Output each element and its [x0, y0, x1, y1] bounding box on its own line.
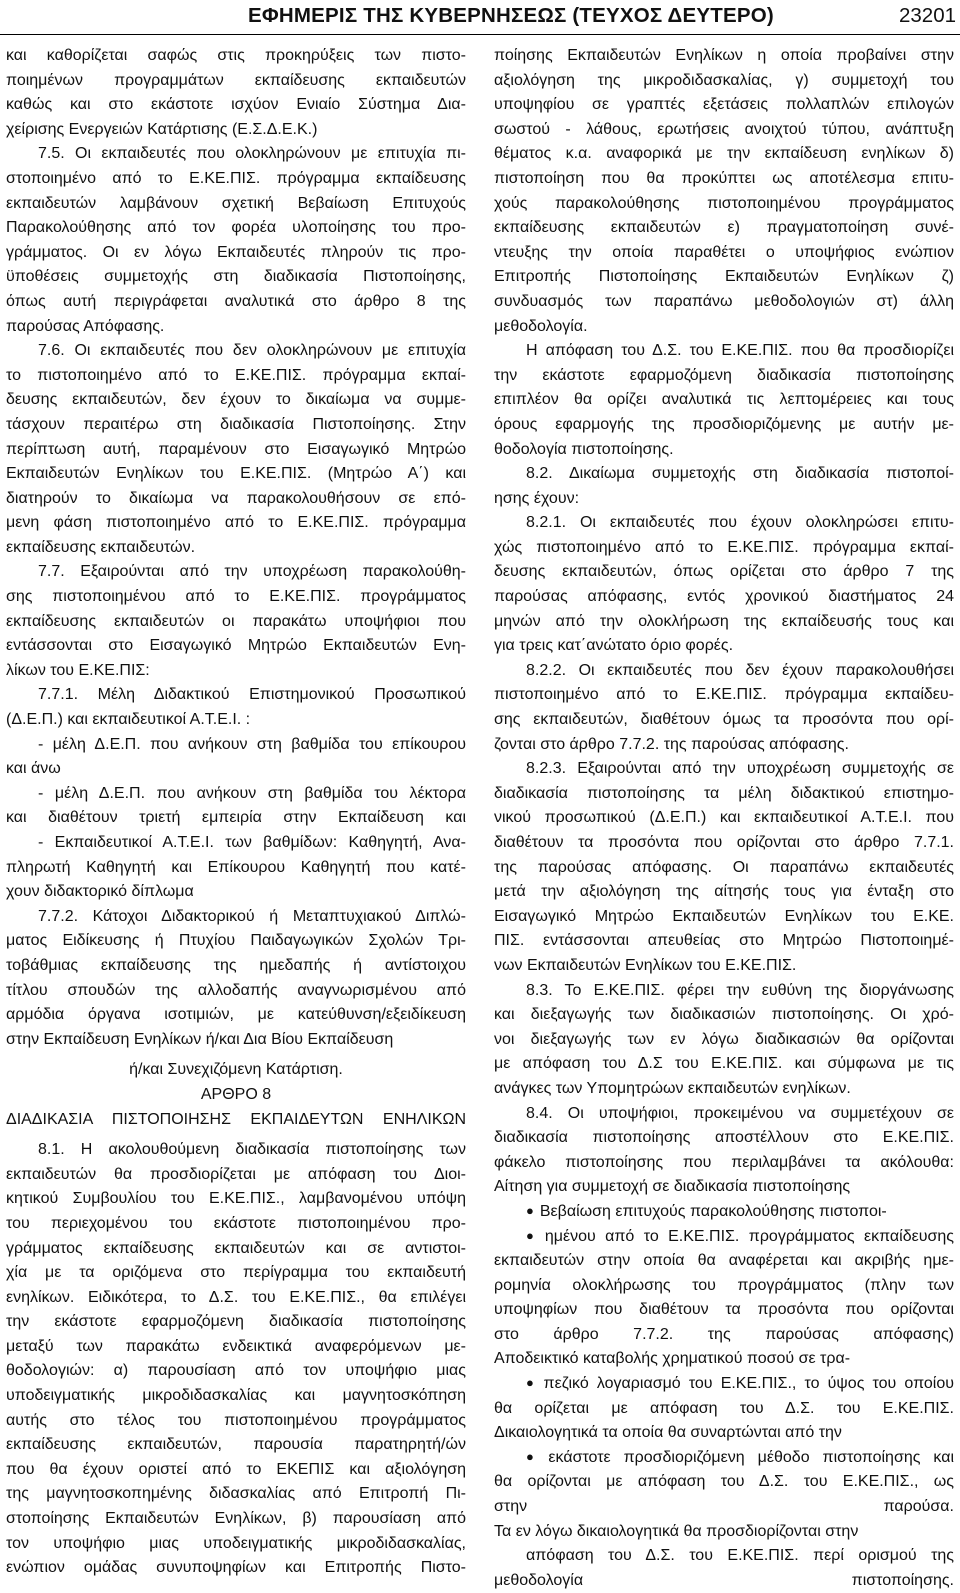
text-line	[6, 782, 466, 807]
text-line	[6, 1163, 466, 1188]
text-line	[494, 560, 954, 585]
bullet-icon	[526, 1449, 548, 1466]
line-text: παρούσας απόφασης, εντός χρονικού διαστήματος 24	[494, 588, 954, 606]
text-line	[494, 1249, 954, 1274]
line-text: Δικαιολογητικά τα οποία θα συναρτώνται από την	[494, 1424, 842, 1442]
line-text: ημένου από το Ε.ΚΕ.ΠΙΣ. προγράμματος εκπαίδευσης	[544, 1227, 954, 1245]
line-text: αυτής στο τέλος του πιστοποιημένου προγράμματος	[6, 1411, 466, 1429]
text-line	[6, 1359, 466, 1384]
text-line	[6, 1482, 466, 1507]
line-text: συνδυασμός των παραπάνω μεθοδολογιών στ) άλλη	[494, 292, 954, 310]
line-text: υποδειγματικής μικροδιδασκαλίας και μαγνητοσκόπηση	[6, 1387, 466, 1405]
line-text: επιπλέον θα ορίζει αναλυτικά τις λεπτομέρειες και τους	[494, 391, 954, 409]
text-line	[6, 880, 466, 905]
text-line	[6, 438, 466, 463]
line-text: ή/και Συνεχιζόμενη Κατάρτιση.	[129, 1061, 343, 1079]
line-text: σης εκπαιδευτών, διαθέτουν όμως τα προσόντα που ορί-	[494, 711, 954, 729]
text-line	[6, 290, 466, 315]
right-column	[494, 44, 954, 1593]
text-line	[6, 585, 466, 610]
text-line	[494, 44, 954, 69]
line-text: 8.2.2. Οι εκπαιδευτές που δεν έχουν παρακολουθήσει	[526, 661, 954, 679]
line-text: - μέλη Δ.Ε.Π. που ανήκουν στη βαθμίδα του επίκουρου	[38, 735, 466, 753]
page-header	[0, 0, 960, 35]
text-line	[494, 733, 954, 758]
text-line	[494, 118, 954, 143]
text-line	[6, 1003, 466, 1028]
article-heading-line	[6, 1083, 466, 1108]
text-line	[494, 511, 954, 536]
text-line	[6, 536, 466, 561]
line-text: διαδικασία πιστοποίησης τα μέλη διδακτικού επιστημο-	[494, 784, 954, 802]
line-text: ρομηνία ολοκλήρωσης του προγράμματος (πλην των	[494, 1276, 954, 1294]
line-text: (Δ.Ε.Π.) και εκπαιδευτικοί Α.Τ.Ε.Ι. :	[6, 711, 251, 729]
text-line	[6, 44, 466, 69]
text-line	[6, 905, 466, 930]
line-text: ποιημένων προγραμμάτων εκπαίδευσης εκπαιδευτών	[6, 71, 466, 89]
line-text: Η απόφαση του Δ.Σ. του Ε.ΚΕ.ΠΙΣ. που θα προσδιορίζει	[526, 342, 954, 360]
line-text: 8.4. Οι υποψήφιοι, προκειμένου να συμμετέχουν σε	[526, 1104, 954, 1122]
line-text: πιστοποίηση που θα προκύπτει ως αποτέλεσμα επιτυ-	[494, 169, 954, 187]
line-text: χώς πιστοποιημένο από το Ε.ΚΕ.ΠΙΣ. πρόγραμμα εκπαί-	[494, 538, 954, 556]
line-text: θα ορίζονται με απόφαση του Δ.Σ. του Ε.ΚΕ.ΠΙΣ., ως	[494, 1473, 954, 1491]
line-text: ησης έχουν:	[494, 489, 580, 507]
text-line	[494, 1298, 954, 1323]
text-line	[6, 1286, 466, 1311]
line-text: όρους εφαρμογής της προσδιοριζόμενης με αυτήν με-	[494, 415, 954, 433]
line-text: μηνών από την ολοκλήρωση της εκπαίδευσής τους και	[494, 612, 954, 630]
line-text: υποψηφίων που διαθέτουν τα προσόντα που ορίζονται	[494, 1301, 954, 1319]
text-line	[494, 1028, 954, 1053]
text-line	[494, 413, 954, 438]
line-text: που θα έχουν οριστεί από το ΕΚΕΠΙΣ και αξιολόγηση	[6, 1460, 466, 1478]
line-text: εκπαιδευτών θα προσδιορίζεται με απόφαση του Διοι-	[6, 1165, 466, 1183]
line-text: παρούσας Απόφασης.	[6, 317, 165, 335]
line-text: Αίτηση για συμμετοχή σε διαδικασία πιστοποίησης	[494, 1178, 851, 1196]
page-number: 23201	[898, 4, 956, 27]
text-line	[6, 216, 466, 241]
text-line	[494, 585, 954, 610]
text-line	[494, 1003, 954, 1028]
text-line	[6, 315, 466, 340]
text-line	[6, 487, 466, 512]
line-text: όπως αυτή περιγράφεται αναλυτικά στο άρθρο 8 της	[6, 292, 466, 310]
line-text: στο άρθρο 7.7.2. της παρούσας απόφασης)	[494, 1325, 954, 1343]
line-text: Αποδεικτικό καταβολής χρηματικού ποσού σε τρα-	[494, 1350, 851, 1368]
text-line	[494, 142, 954, 167]
text-line	[6, 757, 466, 782]
line-text: περίπτωση αυτή, παραμένουν στο Εισαγωγικό Μητρώο	[6, 440, 466, 458]
line-text: - Εκπαιδευτικοί Α.Τ.Ε.Ι. των βαθμίδων: Καθηγητή, Ανα-	[38, 834, 466, 851]
text-line	[6, 1310, 466, 1335]
text-line	[6, 1335, 466, 1360]
text-line	[494, 1421, 954, 1446]
line-text: απόφαση του Δ.Σ. του Ε.ΚΕ.ΠΙΣ. περί ορισμού της	[526, 1547, 954, 1565]
text-line	[494, 536, 954, 561]
text-line	[494, 1175, 954, 1200]
line-text: ποίησης Εκπαιδευτών Ενηλίκων η οποία προβαίνει στην	[494, 47, 954, 64]
line-text: την εκάστοτε εφαρμοζόμενη διαδικασία πιστοποίησης	[494, 366, 954, 384]
text-line	[494, 487, 954, 512]
text-line	[494, 1470, 954, 1495]
line-text: χούς παρακολούθησης πιστοποιημένου προγράμματος	[494, 194, 954, 212]
line-text: στοποίησης Εκπαιδευτών Ενηλίκων, β) παρουσίαση από	[6, 1510, 466, 1528]
line-text: μενη φάση πιστοποιημένο από το Ε.ΚΕ.ΠΙΣ. πρόγραμμα	[6, 514, 466, 532]
bullet-item-line	[494, 1372, 954, 1397]
article-heading-line	[6, 1058, 466, 1083]
line-text: διαδικασία πιστοποίησης αποστέλλουν στο Ε.ΚΕ.ΠΙΣ.	[494, 1129, 954, 1147]
text-line	[494, 216, 954, 241]
text-line	[6, 462, 466, 487]
line-text: Επιτροπής Πιστοποίησης Εκπαιδευτών Ενηλίκων ζ)	[494, 268, 954, 286]
line-text: ενώπιον ομάδας συνυποψηφίων και Επιτροπής Πιστο-	[6, 1559, 466, 1577]
line-text: της μαγνητοσκοπημένης διδασκαλίας από Επιτροπή Πι-	[6, 1485, 466, 1503]
text-line	[494, 93, 954, 118]
line-text: ανάγκες των Υπομητρώων εκπαιδευτών ενηλίκων.	[494, 1079, 851, 1097]
line-text: στην Εκπαίδευση Ενηλίκων ή/και Δια Βίου Εκπαίδευση	[6, 1030, 394, 1048]
text-line	[494, 1052, 954, 1077]
text-line	[6, 364, 466, 389]
text-line	[6, 659, 466, 684]
line-text: γράμματος εκπαίδευσης εκπαιδευτών και σε αντιστοι-	[6, 1239, 466, 1257]
text-line	[494, 1102, 954, 1127]
text-line	[6, 1458, 466, 1483]
line-text: πληρωτή Καθηγητή και Επίκουρου Καθηγητή που κατέ-	[6, 858, 466, 876]
line-text: μεθοδολογία.	[494, 317, 588, 335]
text-line	[494, 192, 954, 217]
text-line	[6, 1212, 466, 1237]
line-text: αξιολόγηση της μικροδιδασκαλίας, γ) συμμετοχή του	[494, 71, 954, 89]
bullet-item-line	[494, 1200, 954, 1225]
text-line	[494, 388, 954, 413]
text-line	[6, 93, 466, 118]
line-text: σης πιστοποιημένου από το Ε.ΚΕ.ΠΙΣ. προγράμματος	[6, 588, 466, 606]
text-line	[6, 142, 466, 167]
text-line	[6, 192, 466, 217]
line-text: - μέλη Δ.Ε.Π. που ανήκουν στη βαθμίδα του λέκτορα	[38, 784, 466, 802]
line-text: νικού προσωπικού (Δ.Ε.Π.) και εκπαιδευτικοί Α.Τ.Ε.Ι. που	[494, 809, 954, 827]
line-text: Παρακολούθησης από τον φορέα υλοποίησης του προ-	[6, 219, 466, 237]
line-text: 7.7.1. Μέλη Διδακτικού Επιστημονικού Προσωπικού	[38, 686, 466, 704]
line-text: Τα εν λόγω δικαιολογητικά θα προσδιορίζονται στην	[494, 1522, 859, 1540]
text-line	[494, 1347, 954, 1372]
left-column	[6, 44, 466, 1581]
text-line	[494, 610, 954, 635]
text-line	[6, 413, 466, 438]
line-text: χουν διδακτορικό δίπλωμα	[6, 883, 194, 901]
text-line	[6, 1556, 466, 1581]
line-text: και καθορίζεται σαφώς στις προκηρύξεις των πιστο-	[6, 47, 466, 64]
line-text: πιστοποιημένο από το Ε.ΚΕ.ΠΙΣ. πρόγραμμα εκπαίδευ-	[494, 686, 954, 704]
line-text: την εκάστοτε εφαρμοζόμενη διαδικασία πιστοποίησης	[6, 1313, 466, 1331]
line-text: 7.6. Οι εκπαιδευτές που δεν ολοκληρώνουν με επιτυχία	[38, 342, 466, 360]
line-text: εκπαίδευσης εκπαιδευτών, παρουσία παρατηρητή/ών	[6, 1436, 466, 1454]
text-line	[6, 634, 466, 659]
line-text: ΔΙΑΔΙΚΑΣΙΑ ΠΙΣΤΟΠΟΙΗΣΗΣ ΕΚΠΑΙΔΕΥΤΩΝ ΕΝΗΛΙΚΩΝ	[6, 1110, 466, 1128]
line-text: 8.2.3. Εξαιρούνται από την υποχρέωση συμμετοχής σε	[526, 760, 954, 778]
text-line	[494, 1569, 954, 1593]
text-line	[494, 856, 954, 881]
line-text: ζονται στο άρθρο 7.7.2. της παρούσας απόφασης.	[494, 735, 849, 753]
line-text: Βεβαίωση επιτυχούς παρακολούθησης πιστοποι-	[539, 1202, 887, 1220]
text-line	[6, 683, 466, 708]
text-line	[494, 241, 954, 266]
text-line	[494, 290, 954, 315]
text-line	[494, 438, 954, 463]
text-line	[494, 708, 954, 733]
line-text: και άνω	[6, 760, 61, 778]
line-text: ντευξης την οποία παραθέτει ο υποψήφιος ενώπιον	[494, 243, 954, 261]
line-text: εκπαίδευσης εκπαιδευτών.	[6, 538, 196, 556]
line-text: 7.5. Οι εκπαιδευτές που ολοκληρώνουν με επιτυχία πι-	[38, 145, 466, 163]
line-text: τάσχουν περαιτέρω στη διαδικασία Πιστοποίησης. Στην	[6, 415, 466, 433]
line-text: σωστού - λάθους, ερωτήσεις ανοιχτού τύπου, ανάπτυξη	[494, 120, 954, 138]
line-text: εκάστοτε προσδιοριζόμενη μέθοδο πιστοποίησης και	[548, 1448, 954, 1466]
text-line	[494, 905, 954, 930]
text-line	[6, 69, 466, 94]
text-line	[6, 929, 466, 954]
text-line	[494, 831, 954, 856]
line-text: του περιεχομένου του εκάστοτε πιστοποιημένου προ-	[6, 1214, 466, 1232]
line-text: θοδολογία πιστοποίησης.	[494, 440, 674, 458]
line-text: εκπαιδευτών λαμβάνουν σχετική Βεβαίωση Επιτυχούς	[6, 194, 466, 212]
text-line	[494, 782, 954, 807]
text-line	[6, 388, 466, 413]
line-text: στην παρούσα.	[494, 1498, 954, 1516]
text-line	[494, 1274, 954, 1299]
line-text: ϋποθέσεις συμμετοχής στη διαδικασία Πιστοποίησης,	[6, 268, 466, 286]
line-text: μετά την αξιολόγηση της αίτησής τους για ένταξη στο	[494, 883, 954, 901]
text-line	[6, 954, 466, 979]
line-text: μεταξύ των παρακάτω ενδεικτικά αναφερόμενων με-	[6, 1337, 466, 1355]
gazette-title: ΕΦΗΜΕΡΙΣ ΤΗΣ ΚΥΒΕΡΝΗΣΕΩΣ (ΤΕΥΧΟΣ ΔΕΥΤΕΡΟ)	[248, 4, 774, 27]
text-line	[6, 733, 466, 758]
text-line	[494, 1151, 954, 1176]
text-line	[494, 69, 954, 94]
line-text: 8.2. Δικαίωμα συμμετοχής στη διαδικασία πιστοποί-	[526, 465, 954, 483]
line-text: 8.1. Η ακολουθούμενη διαδικασία πιστοποίησης των	[38, 1141, 466, 1159]
line-text: Εισαγωγικό Μητρώο Εκπαιδευτών Ενηλίκων του Ε.ΚΕ.	[494, 907, 954, 925]
text-line	[494, 1397, 954, 1422]
line-text: τον υποψήφιο μιας υποδειγματικής μικροδιδασκαλίας,	[6, 1534, 466, 1552]
text-line	[494, 929, 954, 954]
line-text: χείρισης Ενεργειών Κατάρτισης (Ε.Σ.Δ.Ε.Κ.)	[6, 120, 318, 138]
text-line	[6, 1532, 466, 1557]
line-text: και διεξαγωγής των διαδικασιών πιστοποίησης. Οι χρό-	[494, 1006, 954, 1024]
bullet-icon	[526, 1375, 544, 1392]
line-text: αρμόδια όργανα ισοτιμιών, με κατεύθυνση/εξειδίκευση	[6, 1006, 466, 1024]
text-line	[6, 1433, 466, 1458]
text-line	[6, 1108, 466, 1133]
line-text: θοδολογιών: α) παρουσίαση από τον υποψήφιο μιας	[6, 1362, 466, 1380]
text-line	[494, 634, 954, 659]
text-line	[494, 806, 954, 831]
line-text: τοβάθμιας εκπαίδευσης της ημεδαπής ή αντίστοιχου	[6, 956, 466, 974]
line-text: διαθέτουν τα προσόντα που ορίζονται στο άρθρο 7.7.1.	[494, 834, 954, 851]
line-text: κητικού Συμβουλίου του Ε.ΚΕ.ΠΙΣ., λαμβανομένου υπόψη	[6, 1190, 466, 1208]
text-line	[6, 806, 466, 831]
line-text: 8.3. Το Ε.ΚΕ.ΠΙΣ. φέρει την ευθύνη της διοργάνωσης	[526, 981, 954, 999]
text-line	[6, 1237, 466, 1262]
line-text: δευσης εκπαιδευτών, δεν έχουν το δικαίωμα να συμμε-	[6, 391, 466, 409]
line-text: μεθοδολογία πιστοποίησης.	[494, 1571, 954, 1589]
text-line	[494, 979, 954, 1004]
text-line	[6, 1261, 466, 1286]
line-text: νων Εκπαιδευτών Ενηλίκων του Ε.ΚΕ.ΠΙΣ.	[494, 956, 797, 974]
line-text: της παρούσας απόφασης. Οι παραπάνω εκπαιδευτές	[494, 858, 954, 876]
line-text: 8.2.1. Οι εκπαιδευτές που έχουν ολοκληρώσει επιτυ-	[526, 514, 954, 532]
text-line	[6, 241, 466, 266]
text-line	[494, 339, 954, 364]
line-text: το πιστοποιημένο από το Ε.ΚΕ.ΠΙΣ. πρόγραμμα εκπαί-	[6, 366, 466, 384]
line-text: 7.7.2. Κάτοχοι Διδακτορικού ή Μεταπτυχιακού Διπλώ-	[38, 907, 466, 925]
text-line	[494, 462, 954, 487]
line-text: εκπαίδευσης εκπαιδευτών οι παρακάτω υποψήφιοι που	[6, 612, 466, 630]
line-text: εντάσσονται στο Εισαγωγικό Μητρώο Εκπαιδευτών Ενη-	[6, 637, 466, 655]
text-line	[6, 1384, 466, 1409]
line-text: 7.7. Εξαιρούνται από την υποχρέωση παρακολούθη-	[38, 563, 466, 581]
line-text: τίτλου σπουδών της αλλοδαπής αναγνωρισμένου από	[6, 981, 466, 999]
text-line	[6, 856, 466, 881]
text-line	[494, 880, 954, 905]
text-line	[6, 167, 466, 192]
text-line	[494, 1544, 954, 1569]
line-text: υποψηφίου σε γραπτές εξετάσεις πολλαπλών επιλογών	[494, 96, 954, 114]
line-text: εκπαίδευσης εκπαιδευτών ε) πραγματοποίηση συνέ-	[494, 219, 954, 237]
line-text: με απόφαση του Δ.Σ του Ε.ΚΕ.ΠΙΣ. και σύμφωνα με τις	[494, 1055, 954, 1073]
line-text: γράμματος. Οι εν λόγω Εκπαιδευτές πληρούν τις προ-	[6, 243, 466, 261]
line-text: ενηλίκων. Ειδικότερα, το Δ.Σ. του Ε.ΚΕ.ΠΙΣ., θα επιλέγει	[6, 1288, 466, 1306]
line-text: Εκπαιδευτών Ενηλίκων του Ε.ΚΕ.ΠΙΣ. (Μητρώο Α΄) και	[6, 465, 466, 483]
text-line	[6, 118, 466, 143]
text-line	[494, 1495, 954, 1520]
line-text: εκπαιδευτών στην οποία θα αναφέρεται και ακριβής ημε-	[494, 1252, 954, 1270]
line-text: και διαθέτουν τριετή εμπειρία στην Εκπαίδευση και	[6, 809, 466, 827]
text-line	[494, 315, 954, 340]
text-line	[494, 1323, 954, 1348]
text-line	[6, 1507, 466, 1532]
text-line	[6, 610, 466, 635]
line-text: για τρεις κατ΄ανώτατο όριο φορές.	[494, 637, 734, 655]
line-text: λίκων του Ε.ΚΕ.ΠΙΣ:	[6, 661, 150, 679]
text-line	[6, 1138, 466, 1163]
line-text: δευσης εκπαιδευτών, όπως ορίζεται στο άρθρο 7 της	[494, 563, 954, 581]
line-text: θέματος κ.α. αναφορικά με την εκπαίδευση ενηλίκων δ)	[494, 145, 954, 163]
line-text: καθώς και στο εκάστοτε ισχύον Ενιαίο Σύστημα Δια-	[6, 96, 466, 114]
text-line	[6, 979, 466, 1004]
line-text: ΑΡΘΡΟ 8	[200, 1085, 272, 1103]
text-line	[494, 265, 954, 290]
text-line	[6, 1028, 466, 1053]
line-text: νοι διεξαγωγής των εν λόγω διαδικασιών θα ορίζονται	[494, 1030, 954, 1048]
line-text: χία με τα οριζόμενα στο περίγραμμα του εκπαιδευτή	[6, 1264, 466, 1282]
line-text: διατηρούν το δικαίωμα να παρακολουθήσουν σε επό-	[6, 489, 466, 507]
text-line	[6, 560, 466, 585]
text-line	[6, 265, 466, 290]
bullet-icon	[526, 1228, 545, 1245]
bullet-item-line	[494, 1446, 954, 1471]
text-line	[6, 831, 466, 856]
line-text: ΠΙΣ. εντάσσονται απευθείας στο Μητρώο Πιστοποιημέ-	[494, 932, 954, 950]
bullet-icon	[526, 1203, 540, 1220]
text-line	[494, 659, 954, 684]
text-line	[494, 683, 954, 708]
line-text: ματος Ειδίκευσης ή Πτυχίου Παιδαγωγικών Σχολών Τρι-	[6, 932, 466, 950]
text-line	[494, 954, 954, 979]
text-line	[494, 1126, 954, 1151]
text-line	[494, 167, 954, 192]
text-line	[6, 708, 466, 733]
text-line	[494, 757, 954, 782]
line-text: φάκελο πιστοποίησης που περιλαμβάνει τα ακόλουθα:	[494, 1153, 954, 1171]
bullet-item-line	[494, 1225, 954, 1250]
line-text: θα ορίζεται με απόφαση του Δ.Σ. του Ε.ΚΕ.ΠΙΣ.	[494, 1399, 954, 1417]
text-line	[494, 364, 954, 389]
text-line	[6, 1187, 466, 1212]
text-line	[494, 1520, 954, 1545]
text-line	[494, 1077, 954, 1102]
text-line	[6, 339, 466, 364]
line-text: πεζικό λογαριασμό του Ε.ΚΕ.ΠΙΣ., το ύψος του οποίου	[543, 1375, 954, 1393]
text-line	[6, 511, 466, 536]
line-text: στοποιημένο από το Ε.ΚΕ.ΠΙΣ. πρόγραμμα εκπαίδευσης	[6, 169, 466, 187]
